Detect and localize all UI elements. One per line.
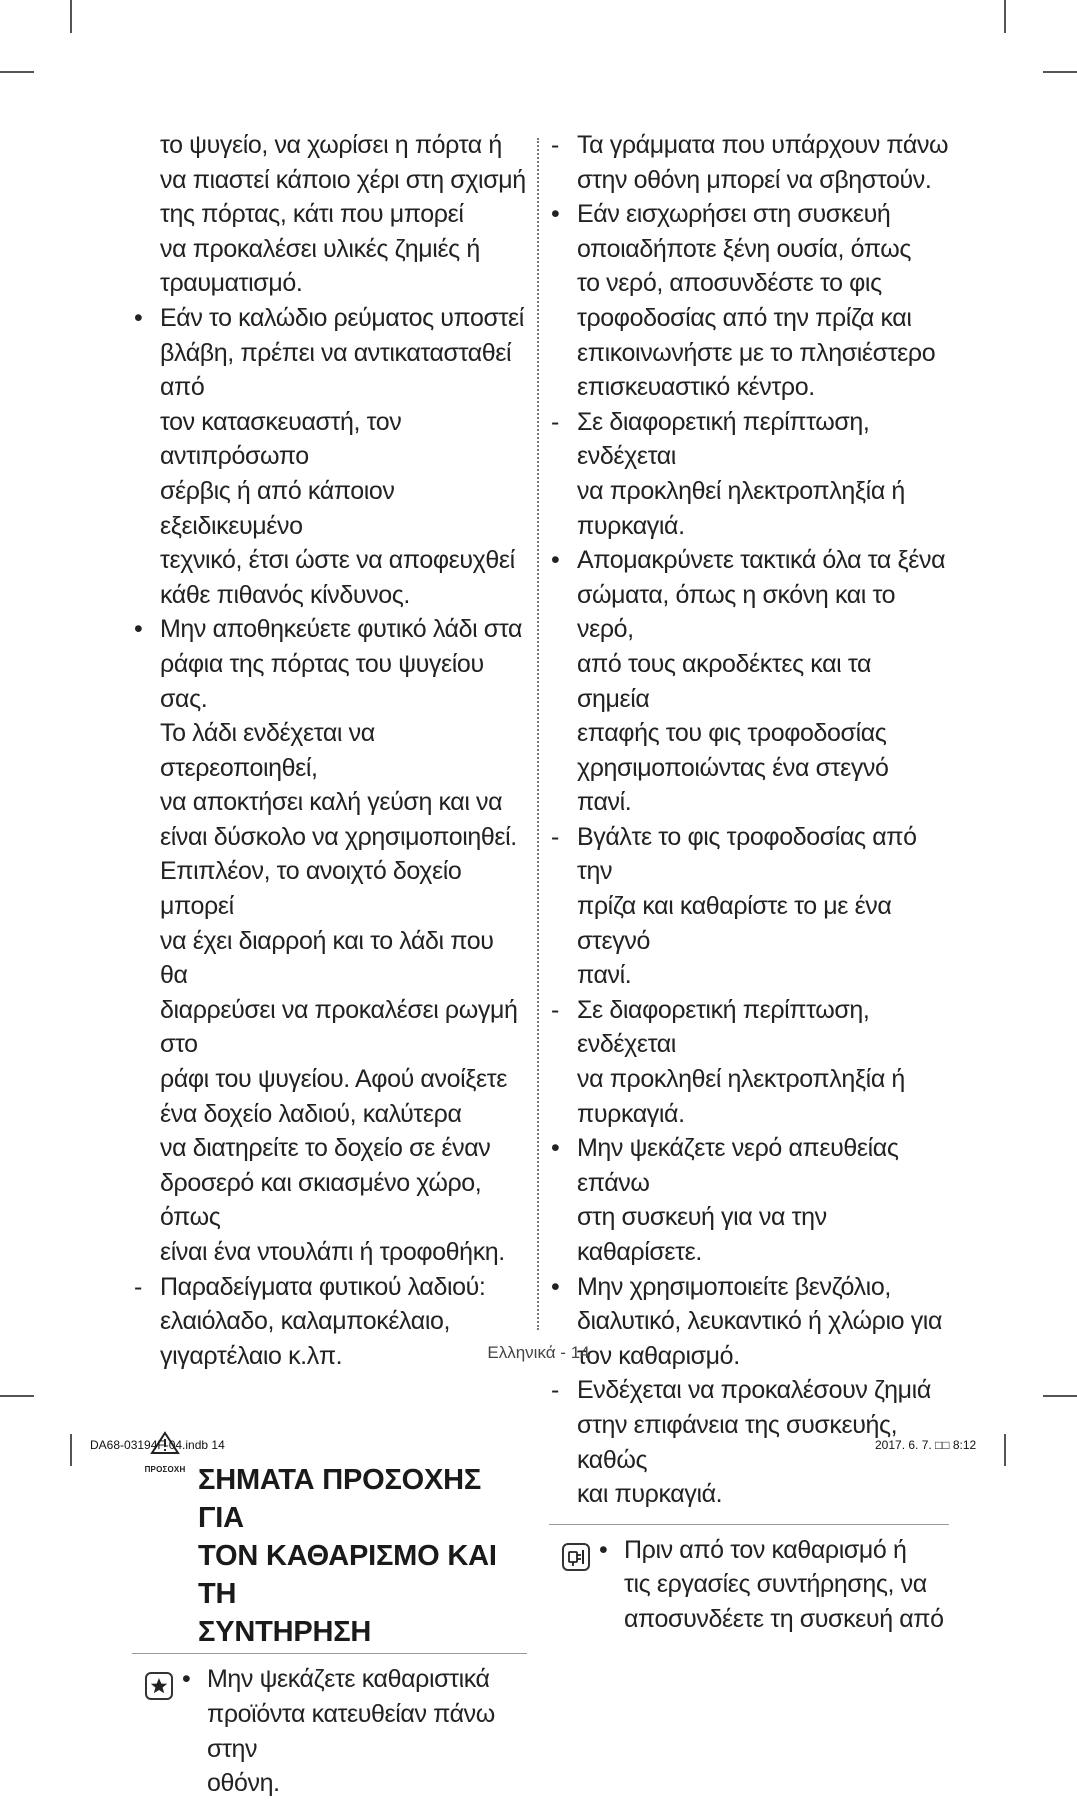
list-item — [132, 612, 527, 1269]
list-item — [549, 1131, 949, 1269]
crop-mark — [1043, 71, 1077, 73]
note-text: Πριν από τον καθαρισμό ή τις εργασίες συντήρησης, να αποσυνδέετε τη συσκευή από — [624, 1535, 944, 1633]
item-marker: • — [134, 615, 143, 644]
caution-label: ΠΡΟΣΟΧΗ — [144, 1465, 186, 1475]
item-marker: - — [134, 1272, 142, 1301]
crop-mark — [1004, 1434, 1006, 1466]
item-text: Μην αποθηκεύετε φυτικό λάδι στα ράφια της πόρτας του ψυγείου σας. Το λάδι ενδέχεται να στερεοποιηθεί, να αποκτήσει καλή γεύση και να είναι δύσκολο να χρησιμοποιηθεί. Επιπλέον, το ανοιχτό δοχείο μπορεί να έχει διαρροή και το λάδι που θα διαρρεύσει να προκαλέσει ρωγμή στο ράφι του ψυγείου. Αφού ανοίξετε ένα δοχείο λαδιού, καλύτερα να διατηρείτε το δοχείο σε έναν δροσερό και σκιασμένο χώρο, όπως είναι ένα ντουλάπι ή τροφοθήκη. — [160, 615, 523, 1266]
list-item — [549, 543, 949, 820]
item-marker: - — [551, 995, 559, 1024]
list-item — [132, 128, 527, 301]
crop-mark — [0, 1395, 34, 1397]
section-heading — [132, 1385, 527, 1654]
list-item — [549, 993, 949, 1131]
item-text: το ψυγείο, να χωρίσει η πόρτα ή να πιαστεί κάποιο χέρι στη σχισμή της πόρτας, κάτι που μπορεί να προκαλέσει υλικές ζημιές ή τραυματισμό. — [160, 131, 526, 298]
item-text: Εάν εισχωρήσει στη συσκευή οποιαδήποτε ξένη ουσία, όπως το νερό, αποσυνδέστε το φις τροφοδοσίας από την πρίζα και επικοινωνήστε με το πλησιέστερο επισκευαστικό κέντρο. — [577, 200, 936, 402]
crop-mark — [70, 0, 72, 33]
right-column — [549, 128, 949, 1637]
left-column — [132, 128, 527, 1801]
list-item — [549, 197, 949, 405]
item-marker: - — [551, 407, 559, 436]
item-text: Απομακρύνετε τακτικά όλα τα ξένα σώματα, όπως η σκόνη και το νερό, από τους ακροδέκτες και τα σημεία επαφής του φις τροφοδοσίας χρησιμοποιώντας ένα στεγνό πανί. — [577, 546, 946, 817]
item-marker: • — [551, 1134, 560, 1163]
crop-mark — [1043, 1395, 1077, 1397]
print-datetime-slug: 2017. 6. 7. □□ 8:12 — [875, 1438, 977, 1452]
page-number: Ελληνικά - 14 — [487, 1343, 590, 1362]
note — [549, 1533, 949, 1637]
item-marker: - — [551, 1376, 559, 1405]
list-item — [549, 820, 949, 993]
section-title: ΣΗΜΑΤΑ ΠΡΟΣΟΧΗΣ ΓΙΑ ΤΟΝ ΚΑΘΑΡΙΣΜΟ ΚΑΙ ΤΗ ΣΥΝΤΗΡΗΣΗ — [198, 1464, 497, 1649]
print-file-slug: DA68-03194F-04.indb 14 — [90, 1438, 225, 1452]
list-item — [549, 128, 949, 197]
list-item — [132, 301, 527, 612]
item-text: Μην χρησιμοποιείτε βενζόλιο, διαλυτικό, λευκαντικό ή χλώριο για τον καθαρισμό. — [577, 1272, 943, 1370]
item-text: Εάν το καλώδιο ρεύματος υποστεί βλάβη, πρέπει να αντικατασταθεί από τον κατασκευαστή, τον αντιπρόσωπο σέρβις ή από κάποιον εξειδικευμένο τεχνικό, έτσι ώστε να αποφευχθεί κάθε πιθανός κίνδυνος. — [160, 303, 524, 609]
list-item — [549, 405, 949, 543]
note-bullet: • — [599, 1535, 608, 1564]
item-marker: • — [551, 200, 560, 229]
item-text: Ενδέχεται να προκαλέσουν ζημιά στην επιφάνεια της συσκευής, καθώς και πυρκαγιά. — [577, 1376, 931, 1509]
item-marker: - — [551, 131, 559, 159]
item-marker: • — [551, 546, 560, 575]
note — [132, 1662, 527, 1800]
crop-mark — [70, 1434, 72, 1466]
crop-mark — [1004, 0, 1006, 33]
section-rule — [549, 1524, 949, 1525]
column-divider — [537, 138, 539, 1330]
item-marker: - — [551, 822, 559, 851]
item-text: Σε διαφορετική περίπτωση, ενδέχεται να προκληθεί ηλεκτροπληξία ή πυρκαγιά. — [577, 407, 905, 540]
unplug-icon — [562, 1543, 590, 1571]
item-text: Σε διαφορετική περίπτωση, ενδέχεται να προκληθεί ηλεκτροπληξία ή πυρκαγιά. — [577, 995, 905, 1128]
item-text: Τα γράμματα που υπάρχουν πάνω στην οθόνη μπορεί να σβηστούν. — [577, 131, 949, 194]
item-text: Μην ψεκάζετε νερό απευθείας επάνω στη συσκευή για να την καθαρίσετε. — [577, 1134, 899, 1266]
note-text: Μην ψεκάζετε καθαριστικά προϊόντα κατευθείαν πάνω στην οθόνη. — [207, 1665, 495, 1798]
item-text: Βγάλτε το φις τροφοδοσίας από την πρίζα και καθαρίστε το με ένα στεγνό πανί. — [577, 822, 917, 990]
note-bullet: • — [182, 1665, 191, 1694]
item-marker: • — [551, 1272, 560, 1301]
crop-mark — [0, 71, 34, 73]
item-text: Παραδείγματα φυτικού λαδιού: ελαιόλαδο, καλαμποκέλαιο, γιγαρτέλαιο κ.λπ. — [160, 1272, 486, 1370]
item-marker: • — [134, 303, 143, 332]
star-icon — [145, 1672, 173, 1700]
